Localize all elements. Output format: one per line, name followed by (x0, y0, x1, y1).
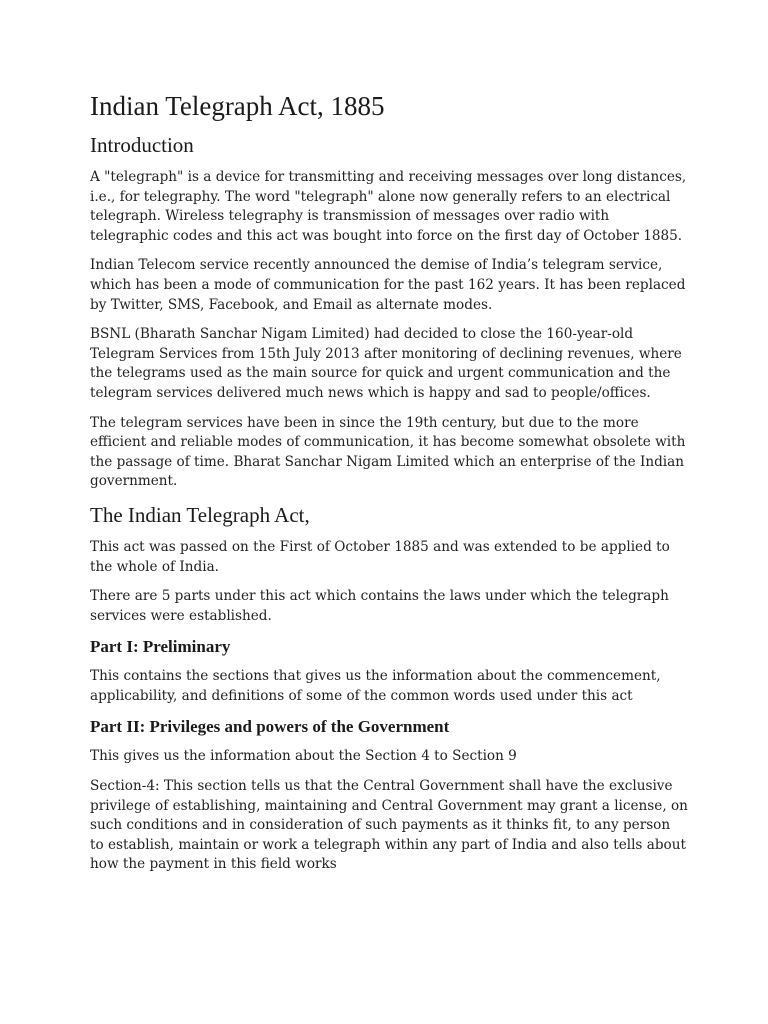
part-2-heading: Part II: Privileges and powers of the Government (90, 717, 450, 737)
intro-paragraph-4: The telegram services have been in since the 19th century, but due to the more efficient and reliable modes of communication, it has become somewhat obsolete with the passage of time. Bharat Sanchar Nigam Limited which an enterprise of the Indian government. (90, 414, 686, 490)
document-title: Indian Telegraph Act, 1885 (90, 91, 385, 121)
act-paragraph-1: This act was passed on the First of October 1885 and was extended to be applied to the whole of India. (90, 538, 670, 575)
act-paragraph-2: There are 5 parts under this act which contains the laws under which the telegraph services were established. (90, 588, 669, 624)
intro-paragraph-1: A "telegraph" is a device for transmitting and receiving messages over long distances, i.e., for telegraphy. The word "telegraph" alone now generally refers to an electrical telegraph. Wireless telegraphy is transmission of messages over radio with telegraphic codes and this act was bought into force on the first day of October 1885. (90, 169, 687, 244)
intro-paragraph-2: Indian Telecom service recently announced the demise of India’s telegram service, which has been a mode of communication for the past 162 years. It has been replaced by Twitter, SMS, Facebook, and Email as alternate modes. (90, 257, 686, 313)
act-section-heading: The Indian Telegraph Act, (90, 502, 310, 527)
part-2-paragraph-1: This gives us the information about the Section 4 to Section 9 (90, 748, 517, 765)
introduction-heading: Introduction (90, 133, 194, 157)
part-2-paragraph-2: Section-4: This section tells us that the Central Government shall have the exclusive privilege of establishing, maintaining and Central Government may grant a license, on such conditions and in consideration of such payments as it thinks fit, to any person to establish, maintain or work a telegraph within any part of India and also tells about how the payment in this field works (90, 778, 688, 873)
part-1-heading: Part I: Preliminary (90, 637, 231, 657)
intro-paragraph-3: BSNL (Bharath Sanchar Nigam Limited) had decided to close the 160-year-old Telegram Services from 15th July 2013 after monitoring of declining revenues, where the telegrams used as the main source for quick and urgent communication and the telegram services delivered much news which is happy and sad to people/offices. (90, 326, 682, 401)
part-1-paragraph: This contains the sections that gives us the information about the commencement, applicability, and definitions of some of the common words used under this act (90, 668, 661, 704)
